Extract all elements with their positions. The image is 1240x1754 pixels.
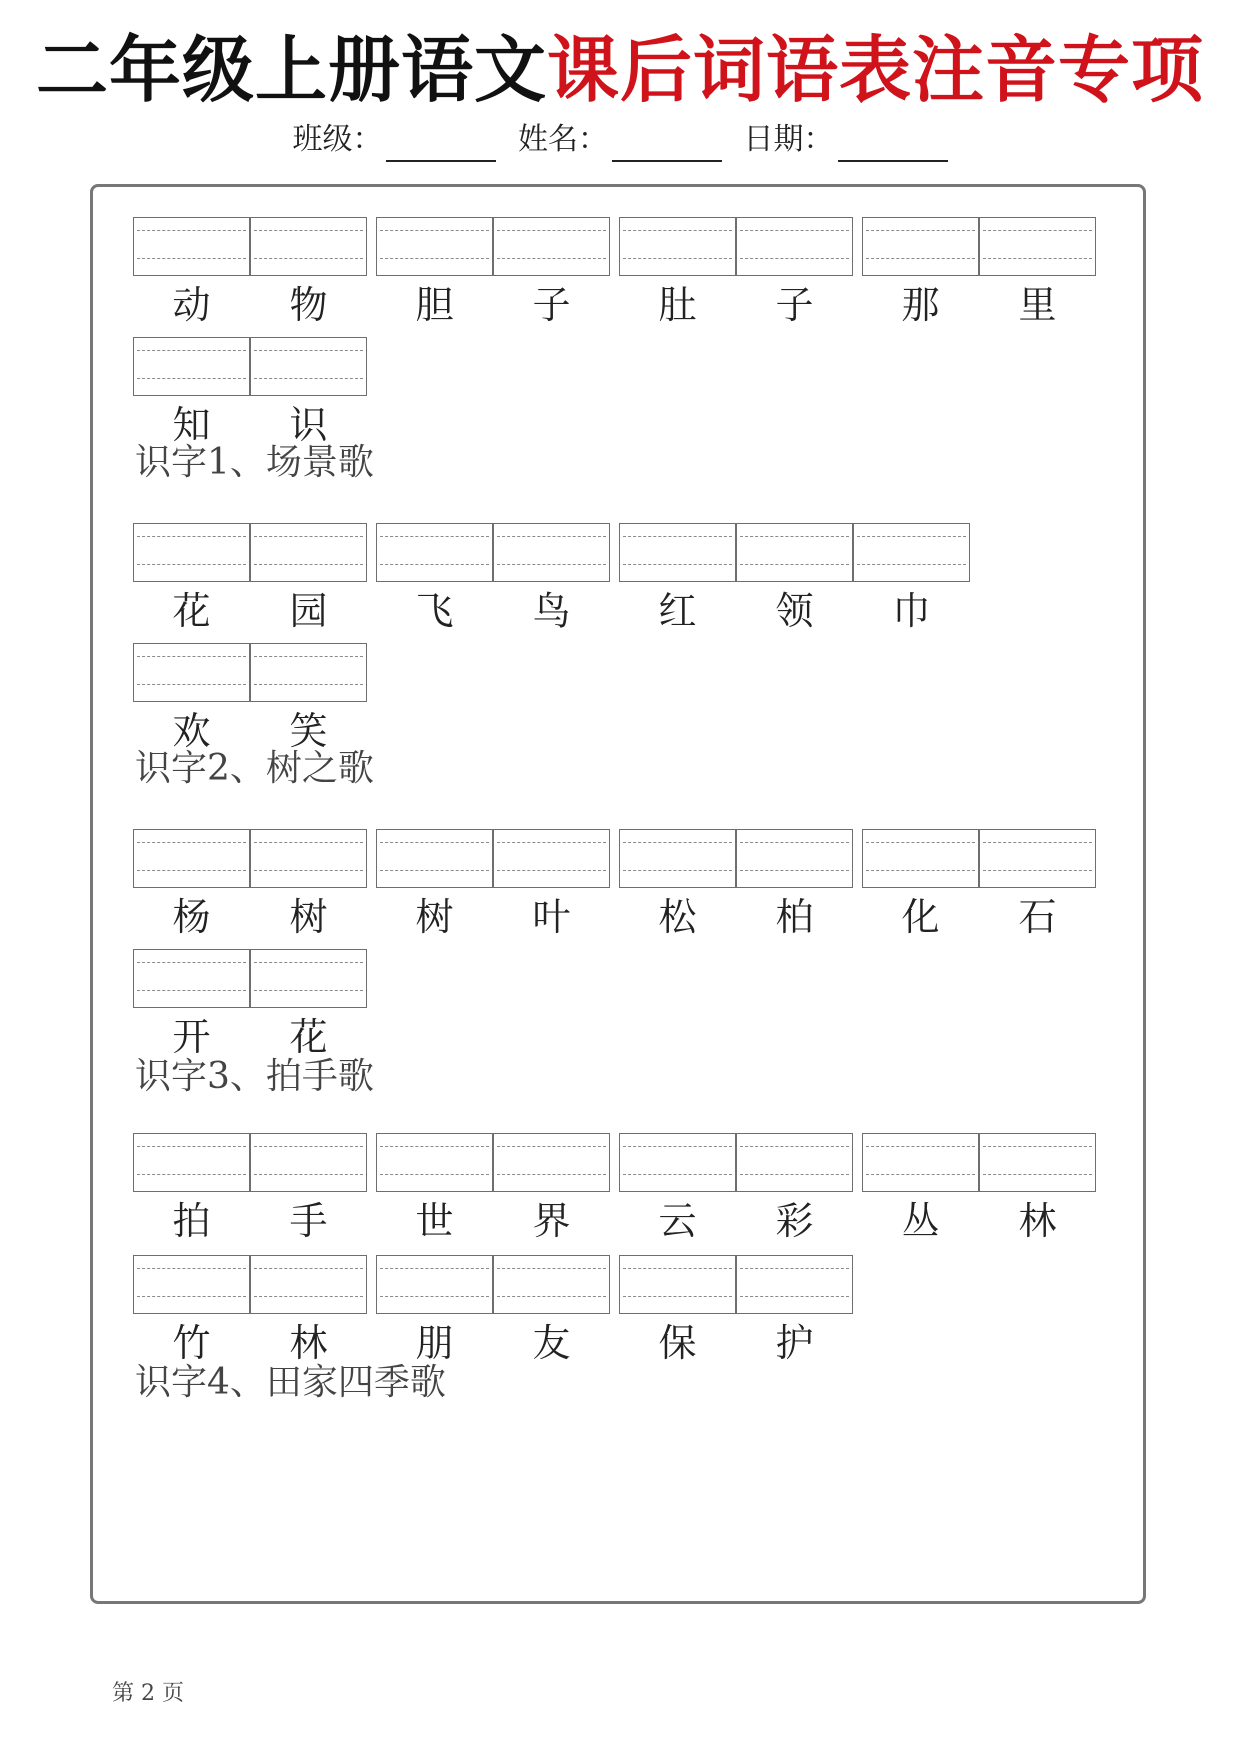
vocab-character: 彩 [775,1199,814,1243]
guide-line [497,1146,606,1147]
class-label: 班级： [292,122,383,157]
guide-line [254,350,363,351]
guide-line [740,1296,849,1297]
guide-line [497,258,606,259]
pinyin-writing-box[interactable] [862,829,979,888]
guide-line [137,1146,246,1147]
vocab-character: 子 [532,283,571,327]
vocab-character: 领 [775,589,814,633]
guide-line [137,656,246,657]
guide-line [497,1174,606,1175]
vocab-character: 开 [172,1015,211,1059]
vocab-character: 杨 [172,895,211,939]
date-field [744,118,948,162]
pinyin-writing-box[interactable] [133,643,250,702]
pinyin-writing-box[interactable] [862,1133,979,1192]
guide-line [983,1146,1092,1147]
guide-line [254,378,363,379]
vocab-character: 林 [289,1321,328,1365]
guide-line [740,258,849,259]
vocab-character: 松 [658,895,697,939]
class-blank[interactable] [386,130,496,162]
guide-line [137,536,246,537]
guide-line [740,870,849,871]
vocab-character: 世 [415,1199,454,1243]
pinyin-writing-box[interactable] [736,1255,853,1314]
guide-line [623,1296,732,1297]
vocab-character: 飞 [415,589,454,633]
class-field [292,118,496,162]
pinyin-writing-box[interactable] [736,829,853,888]
guide-line [137,1174,246,1175]
vocab-character: 园 [289,589,328,633]
pinyin-writing-box[interactable] [376,1255,493,1314]
guide-line [137,378,246,379]
guide-line [497,564,606,565]
page-title [0,28,1240,112]
guide-line [740,1174,849,1175]
guide-line [254,656,363,657]
name-blank[interactable] [612,130,722,162]
pinyin-writing-box[interactable] [853,523,970,582]
guide-line [137,990,246,991]
guide-line [254,1268,363,1269]
vocab-character: 保 [658,1321,697,1365]
guide-line [137,842,246,843]
lesson-heading: 识字1、场景歌 [135,442,374,483]
guide-line [497,842,606,843]
vocab-character: 里 [1018,283,1057,327]
vocab-character: 朋 [415,1321,454,1365]
vocab-character: 巾 [892,589,931,633]
guide-line [254,1174,363,1175]
guide-line [497,1268,606,1269]
pinyin-writing-box[interactable] [133,829,250,888]
guide-line [623,1268,732,1269]
guide-line [254,258,363,259]
vocab-character: 花 [289,1015,328,1059]
guide-line [740,1146,849,1147]
vocab-character: 子 [775,283,814,327]
pinyin-writing-box[interactable] [250,337,367,396]
guide-line [254,1296,363,1297]
pinyin-writing-box[interactable] [979,829,1096,888]
guide-line [623,1174,732,1175]
guide-line [254,564,363,565]
guide-line [623,536,732,537]
guide-line [623,258,732,259]
vocab-character: 友 [532,1321,571,1365]
title-grade-part: 二年级上册语文 [35,28,547,112]
pinyin-writing-box[interactable] [493,523,610,582]
guide-line [983,258,1092,259]
pinyin-writing-box[interactable] [133,949,250,1008]
guide-line [380,1268,489,1269]
pinyin-writing-box[interactable] [250,829,367,888]
guide-line [254,962,363,963]
lesson-heading: 识字2、树之歌 [135,748,374,789]
guide-line [497,1296,606,1297]
pinyin-writing-box[interactable] [979,1133,1096,1192]
date-label: 日期： [743,122,834,157]
guide-line [380,258,489,259]
guide-line [740,536,849,537]
guide-line [380,1296,489,1297]
pinyin-writing-box[interactable] [493,217,610,276]
guide-line [740,842,849,843]
vocab-character: 化 [901,895,940,939]
guide-line [380,536,489,537]
title-topic-part: 课后词语表注音专项 [547,28,1205,112]
guide-line [380,1174,489,1175]
lesson-heading: 识字4、田家四季歌 [135,1362,446,1403]
pinyin-writing-box[interactable] [376,829,493,888]
vocab-character: 知 [172,403,211,447]
page-number: 第 2 页 [112,1681,184,1706]
guide-line [866,230,975,231]
vocab-character: 石 [1018,895,1057,939]
pinyin-writing-box[interactable] [250,1255,367,1314]
guide-line [380,870,489,871]
guide-line [623,564,732,565]
guide-line [137,564,246,565]
guide-line [866,1174,975,1175]
guide-line [254,684,363,685]
pinyin-writing-box[interactable] [493,1255,610,1314]
vocab-character: 护 [775,1321,814,1365]
vocab-character: 肚 [658,283,697,327]
vocab-character: 树 [289,895,328,939]
pinyin-writing-box[interactable] [133,337,250,396]
guide-line [983,870,1092,871]
worksheet-frame [90,184,1146,1604]
guide-line [740,564,849,565]
guide-line [983,842,1092,843]
pinyin-writing-box[interactable] [376,1133,493,1192]
vocab-character: 丛 [901,1199,940,1243]
guide-line [254,870,363,871]
guide-line [380,842,489,843]
guide-line [380,230,489,231]
guide-line [740,1268,849,1269]
guide-line [983,1174,1092,1175]
guide-line [380,564,489,565]
guide-line [497,536,606,537]
guide-line [866,258,975,259]
pinyin-writing-box[interactable] [619,1255,736,1314]
vocab-character: 物 [289,283,328,327]
guide-line [254,990,363,991]
vocab-character: 鸟 [532,589,571,633]
name-field [518,118,722,162]
guide-line [380,1146,489,1147]
pinyin-writing-box[interactable] [493,829,610,888]
vocab-character: 红 [658,589,697,633]
guide-line [866,1146,975,1147]
vocab-character: 林 [1018,1199,1057,1243]
guide-line [254,1146,363,1147]
pinyin-writing-box[interactable] [862,217,979,276]
guide-line [866,870,975,871]
guide-line [623,1146,732,1147]
vocab-character: 识 [289,403,328,447]
vocab-character: 柏 [775,895,814,939]
guide-line [623,842,732,843]
pinyin-writing-box[interactable] [250,217,367,276]
pinyin-writing-box[interactable] [133,1133,250,1192]
lesson-heading: 识字3、拍手歌 [135,1056,374,1097]
student-info-line [0,118,1240,162]
pinyin-writing-box[interactable] [736,217,853,276]
vocab-character: 界 [532,1199,571,1243]
pinyin-writing-box[interactable] [250,1133,367,1192]
guide-line [137,870,246,871]
guide-line [497,870,606,871]
guide-line [497,230,606,231]
pinyin-writing-box[interactable] [619,217,736,276]
vocab-character: 竹 [172,1321,211,1365]
pinyin-writing-box[interactable] [133,523,250,582]
name-label: 姓名： [518,122,608,157]
pinyin-writing-box[interactable] [250,949,367,1008]
pinyin-writing-box[interactable] [376,523,493,582]
date-blank[interactable] [838,130,948,162]
guide-line [137,1296,246,1297]
vocab-character: 树 [415,895,454,939]
pinyin-writing-box[interactable] [979,217,1096,276]
vocab-character: 胆 [415,283,454,327]
vocab-character: 动 [172,283,211,327]
vocab-character: 那 [901,283,940,327]
vocab-character: 云 [658,1199,697,1243]
pinyin-writing-box[interactable] [619,523,736,582]
guide-line [137,684,246,685]
guide-line [983,230,1092,231]
pinyin-writing-box[interactable] [736,1133,853,1192]
vocab-character: 笑 [289,709,328,753]
guide-line [254,536,363,537]
guide-line [857,564,966,565]
vocab-character: 手 [289,1199,328,1243]
vocab-character: 欢 [172,709,211,753]
guide-line [740,230,849,231]
pinyin-writing-box[interactable] [250,523,367,582]
vocab-character: 拍 [172,1199,211,1243]
pinyin-writing-box[interactable] [619,829,736,888]
pinyin-writing-box[interactable] [250,643,367,702]
guide-line [137,258,246,259]
guide-line [866,842,975,843]
guide-line [254,842,363,843]
guide-line [137,350,246,351]
pinyin-writing-box[interactable] [619,1133,736,1192]
guide-line [254,230,363,231]
guide-line [857,536,966,537]
vocab-character: 花 [172,589,211,633]
pinyin-writing-box[interactable] [376,217,493,276]
pinyin-writing-box[interactable] [493,1133,610,1192]
guide-line [623,230,732,231]
pinyin-writing-box[interactable] [736,523,853,582]
guide-line [137,962,246,963]
guide-line [137,230,246,231]
pinyin-writing-box[interactable] [133,1255,250,1314]
guide-line [137,1268,246,1269]
pinyin-writing-box[interactable] [133,217,250,276]
guide-line [623,870,732,871]
vocab-character: 叶 [532,895,571,939]
